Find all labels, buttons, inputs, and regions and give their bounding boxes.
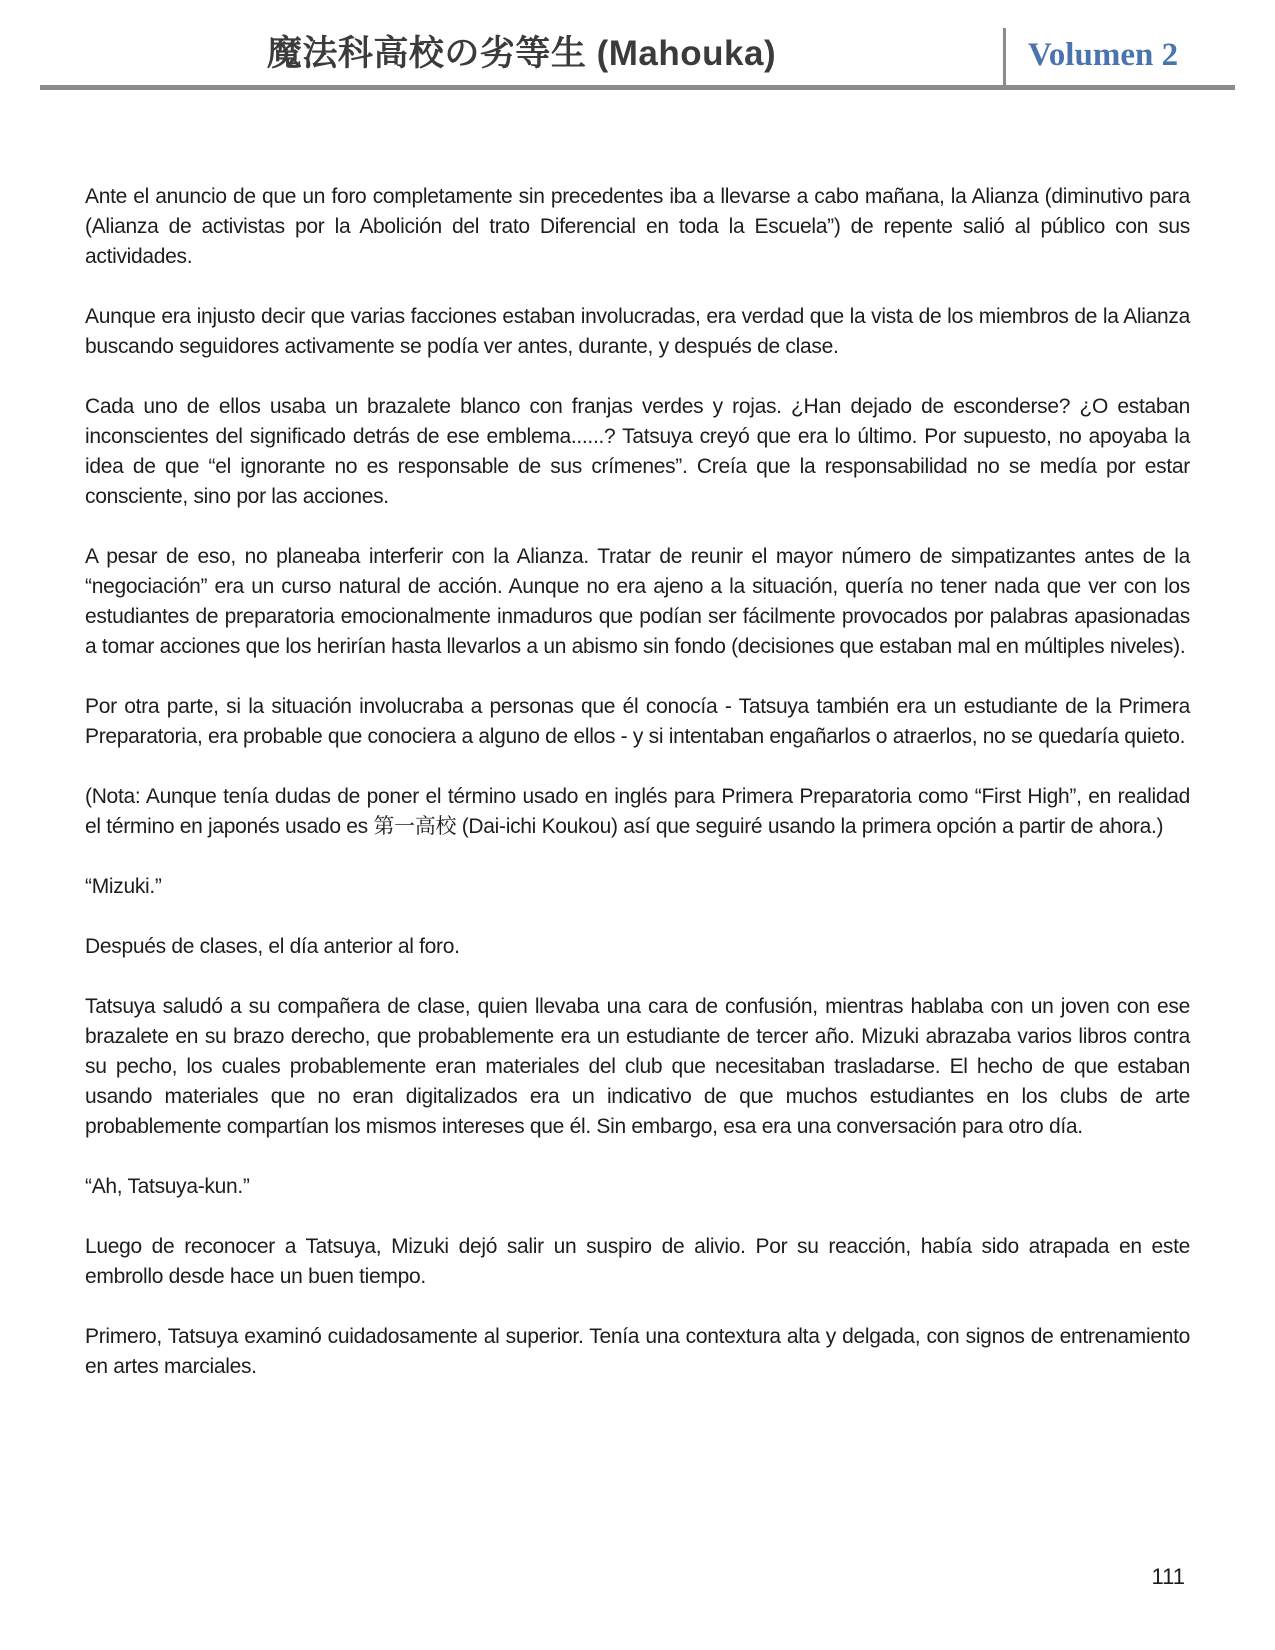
paragraph: Por otra parte, si la situación involucraba a personas que él conocía - Tatsuya también era un estudiante de la Primera Preparatoria, era probable que conociera a alguno de ellos - y si intentaban engañarlos o atraerlos, no se quedaría quieto. [85,695,1190,748]
paragraph: Después de clases, el día anterior al foro. [85,935,460,958]
header-vertical-divider [1003,28,1006,87]
header-horizontal-rule [40,85,1235,90]
page-number: 111 [1151,1564,1185,1589]
paragraph: Aunque era injusto decir que varias facciones estaban involucradas, era verdad que la vista de los miembros de la Alianza buscando seguidores activamente se podía ver antes, durante, y después de clase. [85,305,1190,358]
paragraph: “Mizuki.” [85,875,162,898]
volume-label: Volumen 2 [1028,37,1179,73]
paragraph: A pesar de eso, no planeaba interferir con la Alianza. Tratar de reunir el mayor número de simpatizantes antes de la “negociación” era un curso natural de acción. Aunque no era ajeno a la situación, quería no tener nada que ver con los estudiantes de preparatoria emocionalmente inmaduros que podían ser fácilmente provocados por palabras apasionadas a tomar acciones que los herirían hasta llevarlos a un abismo sin fondo (decisiones que estaban mal en múltiples niveles). [85,545,1190,658]
paragraph: Luego de reconocer a Tatsuya, Mizuki dejó salir un suspiro de alivio. Por su reacción, había sido atrapada en este embrollo desde hace un buen tiempo. [85,1235,1190,1288]
paragraph: Ante el anuncio de que un foro completamente sin precedentes iba a llevarse a cabo mañana, la Alianza (diminutivo para (Alianza de activistas por la Abolición del trato Diferencial en toda la Escuela”) de repente salió al público con sus actividades. [85,185,1190,268]
paragraph: “Ah, Tatsuya-kun.” [85,1175,250,1198]
page-body [85,182,1190,1412]
paragraph: Primero, Tatsuya examinó cuidadosamente al superior. Tenía una contextura alta y delgada, con signos de entrenamiento en artes marciales. [85,1325,1190,1378]
paragraph: Cada uno de ellos usaba un brazalete blanco con franjas verdes y rojas. ¿Han dejado de esconderse? ¿O estaban inconscientes del significado detrás de ese emblema......? Tatsuya creyó que era lo último. Por supuesto, no apoyaba la idea de que “el ignorante no es responsable de sus crímenes”. Creía que la responsabilidad no se medía por estar consciente, sino por las acciones. [85,395,1190,508]
paragraph: Tatsuya saludó a su compañera de clase, quien llevaba una cara de confusión, mientras hablaba con un joven con ese brazalete en su brazo derecho, que probablemente era un estudiante de tercer año. Mizuki abrazaba varios libros contra su pecho, los cuales probablemente eran materiales del club que necesitaban trasladarse. El hecho de que estaban usando materiales que no eran digitalizados era un indicativo de que muchos estudiantes en los clubs de arte probablemente compartían los mismos intereses que él. Sin embargo, esa era una conversación para otro día. [85,995,1190,1138]
paragraph: (Nota: Aunque tenía dudas de poner el término usado en inglés para Primera Preparatoria como “First High”, en realidad el término en japonés usado es 第一高校 (Dai-ichi Koukou) así que seguiré usando la primera opción a partir de ahora.) [85,785,1190,838]
document-title: 魔法科高校の劣等生 (Mahouka) [266,34,777,73]
